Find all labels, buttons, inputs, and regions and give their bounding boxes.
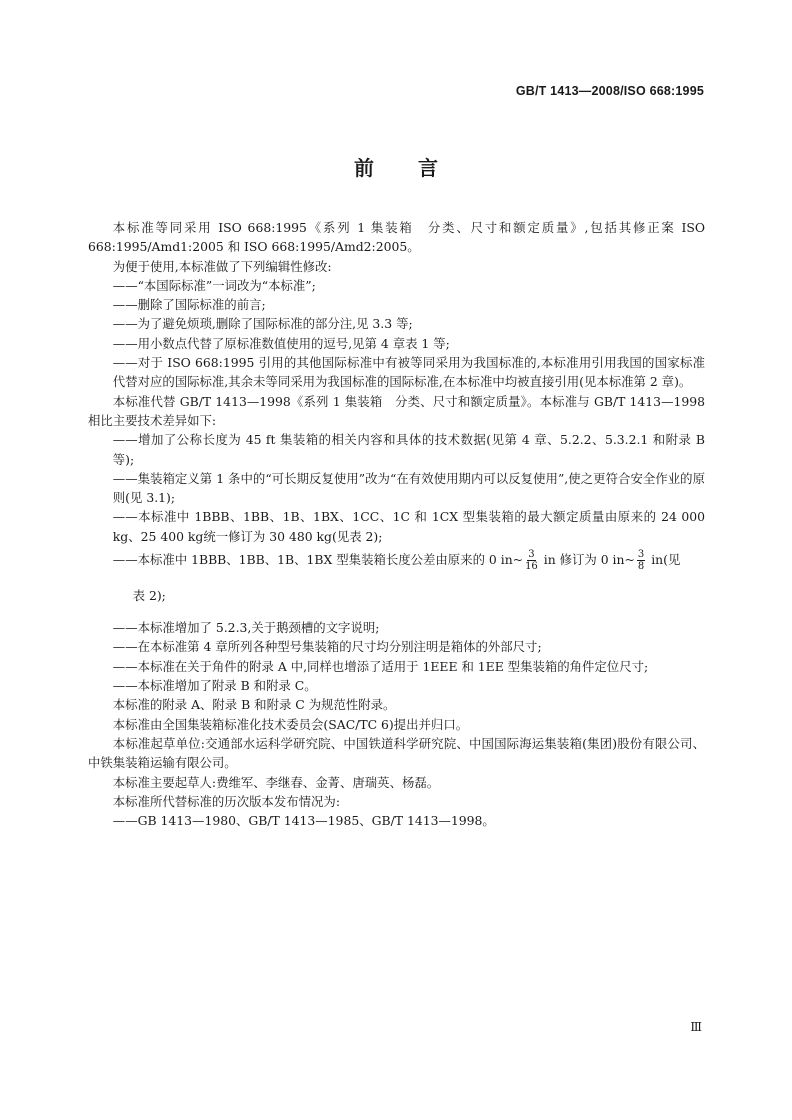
technical-difference-item: ——集装箱定义第 1 条中的“可长期反复使用”改为“在有效使用期内可以反复使用”,使之更符合安全作业的原则(见 3.1); (112, 470, 705, 506)
page-title: 前言 (354, 156, 482, 180)
editorial-change-item: ——为了避免烦琐,删除了国际标准的部分注,见 3.3 等; (112, 316, 413, 332)
fraction-denominator: 8 (637, 561, 645, 573)
page-number: Ⅲ (690, 1020, 702, 1034)
history-intro-paragraph: 本标准所代替标准的历次版本发布情况为: (112, 793, 341, 809)
technical-difference-item: ——在本标准第 4 章所列各种型号集装箱的尺寸均分别注明是箱体的外部尺寸; (112, 639, 542, 655)
technical-difference-item: ——本标准增加了附录 B 和附录 C。 (112, 678, 317, 694)
technical-difference-item: ——增加了公称长度为 45 ft 集装箱的相关内容和具体的技术数据(见第 4 章、5.2.2、5.3.2.1 和附录 B 等); (112, 432, 705, 467)
technical-difference-item: ——本标准在关于角件的附录 A 中,同样也增添了适用于 1EEE 和 1EE 型集装箱的角件定位尺寸; (112, 658, 649, 674)
technical-difference-item: ——本标准增加了 5.2.3,关于鹅颈槽的文字说明; (112, 620, 380, 636)
fraction-denominator: 16 (525, 561, 538, 573)
drafting-units-paragraph: 本标准起草单位:交通部水运科学研究院、中国铁道科学研究院、中国国际海运集装箱(集团)股份有限公司、中铁集装箱运输有限公司。 (88, 735, 705, 771)
tolerance-text-c: in(见 (647, 552, 681, 568)
foreword-body (88, 218, 705, 830)
tolerance-text-b: in 修订为 0 in~ (539, 552, 635, 568)
tolerance-continuation: 表 2); (132, 588, 166, 604)
editorial-change-item: ——对于 ISO 668:1995 引用的其他国际标准中有被等同采用为我国标准的,本标准用引用我国的国家标准代替对应的国际标准,其余未等同采用为我国标准的国际标准,在本标准中均被直接引用(见本标准第 2 章)。 (112, 355, 705, 390)
editorial-change-item: ——删除了国际标准的前言; (112, 297, 266, 313)
technical-difference-item-tolerance (88, 546, 705, 574)
standard-number-header: GB/T 1413—2008/ISO 668:1995 (515, 84, 704, 98)
fraction-3-16 (525, 549, 538, 572)
editorial-change-item: ——用小数点代替了原标准数值使用的逗号,见第 4 章表 1 等; (112, 335, 450, 351)
drafters-paragraph: 本标准主要起草人:费维军、李继春、金菁、唐瑞英、杨磊。 (112, 774, 440, 790)
editorial-change-item: ——“本国际标准”一词改为“本标准”; (112, 277, 316, 293)
fraction-numerator: 3 (637, 549, 645, 561)
adoption-paragraph: 本标准等同采用 ISO 668:1995《系列 1 集装箱 分类、尺寸和额定质量》,包括其修正案 ISO 668:1995/Amd1:2005 和 ISO 668:1995/Amd2:2005。 (88, 220, 705, 255)
fraction-numerator: 3 (528, 549, 535, 561)
fraction-3-8 (637, 549, 645, 572)
tolerance-text-a: ——本标准中 1BBB、1BB、1B、1BX 型集装箱长度公差由原来的 0 in~ (112, 552, 524, 568)
committee-paragraph: 本标准由全国集装箱标准化技术委员会(SAC/TC 6)提出并归口。 (112, 716, 469, 732)
technical-difference-item: ——本标准中 1BBB、1BB、1B、1BX、1CC、1C 和 1CX 型集装箱的最大额定质量由原来的 24 000 kg、25 400 kg统一修订为 30 480 kg(见表 2); (112, 509, 705, 544)
editorial-changes-intro: 为便于使用,本标准做了下列编辑性修改: (112, 258, 332, 274)
annex-paragraph: 本标准的附录 A、附录 B 和附录 C 为规范性附录。 (112, 697, 396, 713)
replacement-paragraph: 本标准代替 GB/T 1413—1998《系列 1 集装箱 分类、尺寸和额定质量》。本标准与 GB/T 1413—1998 相比主要技术差异如下: (88, 393, 705, 428)
history-item: ——GB 1413—1980、GB/T 1413—1985、GB/T 1413—1998。 (112, 813, 495, 829)
